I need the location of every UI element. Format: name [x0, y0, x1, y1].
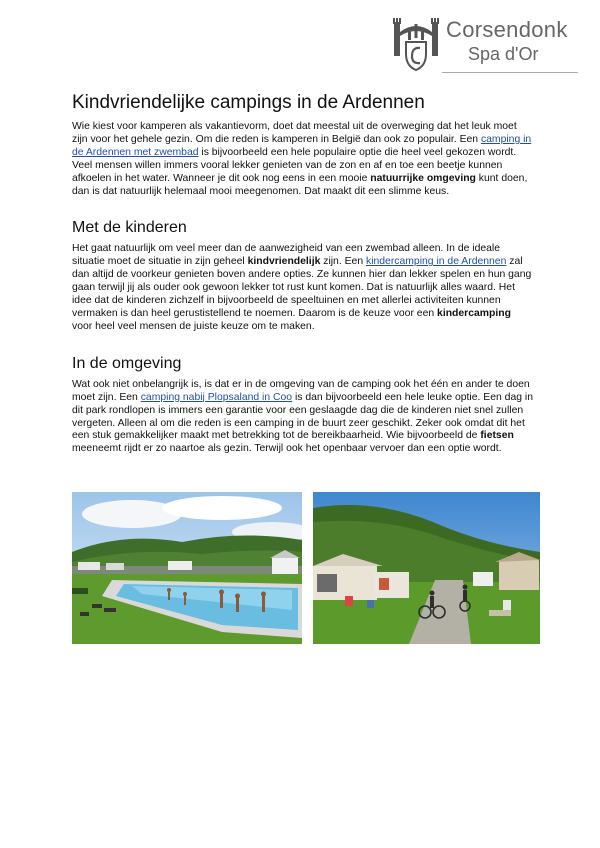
- intro-text-3: kunt doen, dan is dat natuurlijk helemaal mooi meegenomen. Dat maakt dit een slimme keus.: [72, 172, 528, 197]
- link-camping-plopsaland-coo[interactable]: camping nabij Plopsaland in Coo: [140, 391, 293, 403]
- omgeving-paragraph: [72, 379, 534, 456]
- kinderen-bold-kindvriendelijk: kindvriendelijk: [247, 256, 321, 268]
- kinderen-paragraph: [72, 243, 534, 333]
- link-kindercamping-ardennen[interactable]: kindercamping in de Ardennen: [366, 256, 507, 268]
- intro-paragraph: [72, 121, 534, 198]
- page-title: Kindvriendelijke campings in de Ardennen: [72, 92, 425, 113]
- section-heading-omgeving: In de omgeving: [72, 354, 182, 372]
- omgeving-text-1: Wat ook niet onbelangrijk is, is dat er in de omgeving van de camping ook het één en ander te doen moet zijn. Een: [72, 378, 530, 403]
- intro-text-1: Wie kiest voor kamperen als vakantievorm, doet dat meestal uit de overweging dat het leuk moet zijn voor het gehele gezin. Om die reden is kamperen in België dan ook zo populair. Een: [72, 121, 517, 145]
- section-heading-kinderen: Met de kinderen: [72, 219, 187, 237]
- link-camping-ardennen-zwembad[interactable]: camping in de Ardennen met zwembad: [72, 133, 532, 158]
- section-in-de-omgeving: [72, 354, 534, 456]
- intro-bold-natuurrijke-omgeving: natuurrijke omgeving: [370, 172, 476, 184]
- logo-brand-subtitle: Spa d'Or: [468, 44, 539, 64]
- photo-row: [72, 492, 540, 644]
- camping-field-scene-image: [313, 492, 540, 644]
- article: [72, 92, 534, 456]
- kinderen-text-1: Het gaat natuurlijk om veel meer dan de aanwezigheid van een zwembad alleen. In de ideale situatie moet de situatie in zijn geheel: [72, 243, 501, 268]
- photo-swimming-pool: [72, 492, 302, 644]
- kinderen-bold-kindercamping: kindercamping: [437, 307, 511, 319]
- castle-logo-icon: [390, 14, 442, 74]
- omgeving-bold-fietsen: fietsen: [480, 430, 514, 442]
- photo-camping-field: [313, 492, 540, 644]
- omgeving-text-2: is dan bijvoorbeeld een hele leuke optie. Een dag in dit park rondlopen is immers een garantie voor een geslaagde dag die de kinderen niet snel zullen vergeten. Alleen al om die reden is een camping in de buurt zeer geschikt. Zeker ook omdat dit het een stuk gemakkelijker maakt met betrekking tot de bereikbaarheid. Wie bijvoorbeeld de: [72, 391, 533, 442]
- section-met-de-kinderen: [72, 218, 534, 333]
- corsendonk-logo[interactable]: [390, 14, 580, 76]
- kinderen-text-2: zijn. Een: [320, 256, 366, 268]
- logo-divider: [442, 72, 578, 73]
- intro-text-2: is bijvoorbeeld een hele populaire optie die heel veel gekozen wordt. Veel mensen willen immers vooral lekker genieten van de zon en af en toe een beetje kunnen afkoelen in het water. Wanneer je dit ook nog eens in een mooie: [72, 146, 517, 184]
- omgeving-text-3: meeneemt rijdt er zo naartoe als gezin. Terwijl ook het openbaar vervoer dan een optie wordt.: [72, 443, 502, 455]
- kinderen-text-4: voor heel veel mensen de juiste keuze om te maken.: [72, 320, 315, 332]
- logo-brand-name: Corsendonk: [446, 17, 568, 42]
- swimming-pool-scene-image: [72, 492, 302, 644]
- kinderen-text-3: zal dan altijd de voorkeur genieten boven andere opties. Ze kunnen hier dan lekker spelen en hun gang gaan terwijl jij als ouder ook gewoon lekker tot rust kunt komen. Dat is natuurlijk alles waard. Het idee dat de kinderen zichzelf in bijvoorbeeld de speeltuinen en met allerlei activiteiten kunnen vermaken is dan heel gerustistellend te noemen. Daarom is de keuze voor een: [72, 256, 532, 319]
